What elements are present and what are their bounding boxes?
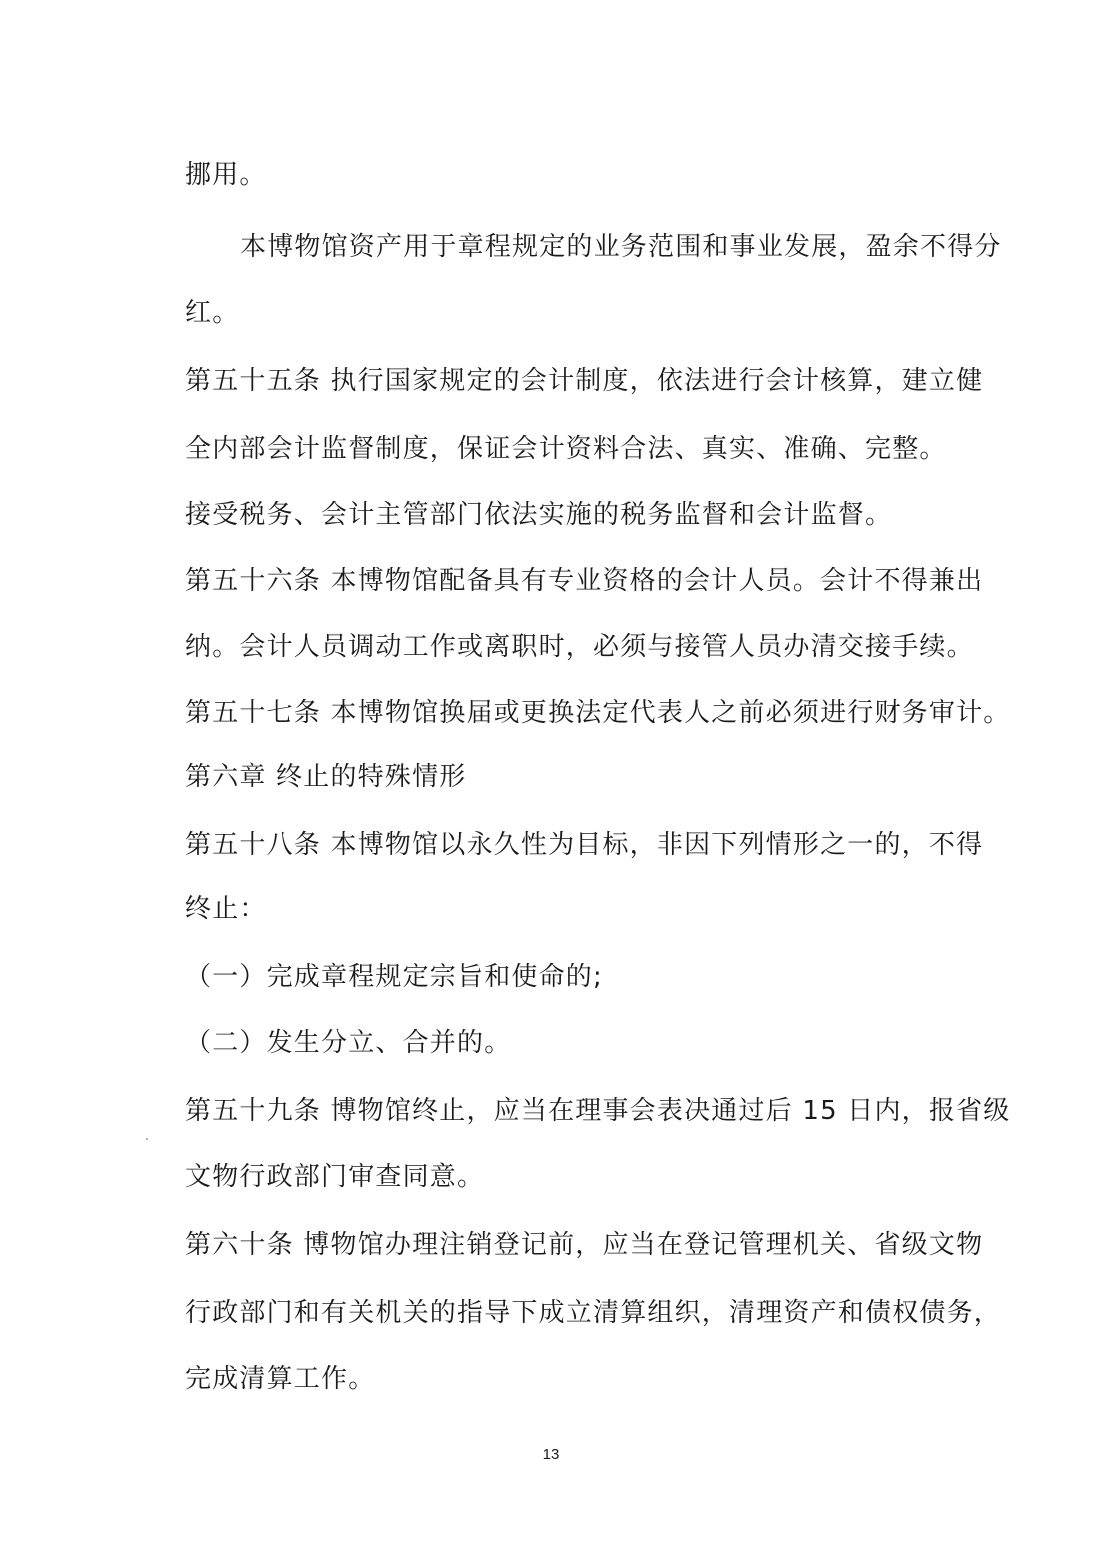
- list-item-1: （一）完成章程规定宗旨和使命的;: [185, 962, 603, 992]
- article-60-line-2: 行政部门和有关机关的指导下成立清算组织，清理资产和债权债务，: [185, 1298, 1002, 1328]
- article-59-line-1: 第五十九条 博物馆终止，应当在理事会表决通过后 15 日内，报省级: [185, 1096, 1011, 1126]
- article-60-line-3: 完成清算工作。: [185, 1364, 376, 1394]
- article-59-line-2: 文物行政部门审查同意。: [185, 1162, 485, 1192]
- article-60-line-1: 第六十条 博物馆办理注销登记前，应当在登记管理机关、省级文物: [185, 1230, 984, 1260]
- article-55-line-3: 接受税务、会计主管部门依法实施的税务监督和会计监督。: [185, 500, 893, 530]
- article-58-line-1: 第五十八条 本博物馆以永久性为目标，非因下列情形之一的，不得: [185, 830, 984, 860]
- article-55-line-1: 第五十五条 执行国家规定的会计制度，依法进行会计核算，建立健: [185, 366, 984, 396]
- article-57-line: 第五十七条 本博物馆换届或更换法定代表人之前必须进行财务审计。: [185, 698, 1011, 728]
- article-55-line-2: 全内部会计监督制度，保证会计资料合法、真实、准确、完整。: [185, 434, 947, 464]
- page-number: 13: [542, 1446, 560, 1463]
- scan-speck: [146, 1138, 148, 1140]
- text-line-2: 本博物馆资产用于章程规定的业务范围和事业发展，盈余不得分: [240, 232, 1002, 262]
- article-56-line-1: 第五十六条 本博物馆配备具有专业资格的会计人员。会计不得兼出: [185, 566, 984, 596]
- list-item-2: （二）发生分立、合并的。: [185, 1028, 512, 1058]
- text-line-3: 红。: [185, 298, 240, 328]
- chapter-6-heading: 第六章 终止的特殊情形: [185, 762, 467, 792]
- article-56-line-2: 纳。会计人员调动工作或离职时，必须与接管人员办清交接手续。: [185, 632, 974, 662]
- article-58-line-2: 终止：: [185, 894, 267, 924]
- text-line-1: 挪用。: [185, 160, 267, 190]
